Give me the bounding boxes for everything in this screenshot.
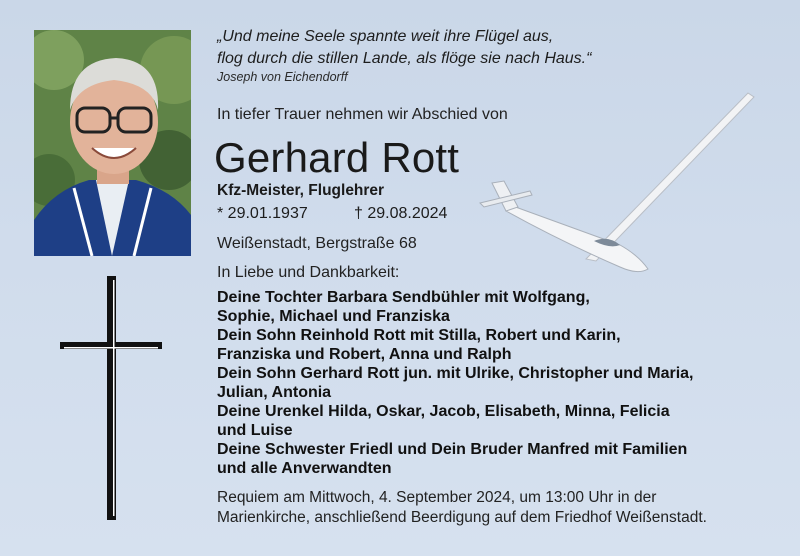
dedication-heading: In Liebe und Dankbarkeit:	[217, 264, 400, 281]
list-item: Julian, Antonia	[217, 384, 332, 401]
profession: Kfz-Meister, Fluglehrer	[217, 182, 385, 199]
portrait-illustration	[34, 30, 191, 256]
list-item: und Luise	[217, 422, 293, 439]
list-item: Sophie, Michael und Franziska	[217, 308, 450, 325]
deceased-name: Gerhard Rott	[214, 134, 460, 181]
list-item: und alle Anverwandten	[217, 460, 392, 477]
death-date: † 29.08.2024	[354, 205, 448, 222]
list-item: Dein Sohn Gerhard Rott jun. mit Ulrike, Christopher und Maria,	[217, 365, 694, 382]
birth-date: * 29.01.1937	[217, 205, 308, 222]
service-info	[217, 488, 707, 528]
cross-icon	[60, 276, 162, 520]
service-line: Marienkirche, anschließend Beerdigung auf dem Friedhof Weißenstadt.	[217, 509, 707, 526]
list-item: Dein Sohn Reinhold Rott mit Stilla, Robert und Karin,	[217, 327, 621, 344]
portrait-photo	[34, 30, 191, 256]
quote	[217, 26, 591, 70]
list-item: Deine Urenkel Hilda, Oskar, Jacob, Elisabeth, Minna, Felicia	[217, 403, 670, 420]
quote-line: flog durch die stillen Lande, als flöge sie nach Haus.“	[217, 50, 592, 67]
list-item: Deine Tochter Barbara Sendbühler mit Wolfgang,	[217, 289, 590, 306]
mourners-list	[217, 288, 693, 478]
quote-author: Joseph von Eichendorff	[217, 70, 348, 84]
list-item: Franziska und Robert, Anna und Ralph	[217, 346, 512, 363]
intro-text: In tiefer Trauer nehmen wir Abschied von	[217, 106, 508, 123]
address: Weißenstadt, Bergstraße 68	[217, 235, 417, 252]
quote-line: „Und meine Seele spannte weit ihre Flügel aus,	[217, 28, 554, 45]
glider-illustration	[470, 85, 790, 295]
service-line: Requiem am Mittwoch, 4. September 2024, um 13:00 Uhr in der	[217, 489, 657, 506]
list-item: Deine Schwester Friedl und Dein Bruder Manfred mit Familien	[217, 441, 688, 458]
